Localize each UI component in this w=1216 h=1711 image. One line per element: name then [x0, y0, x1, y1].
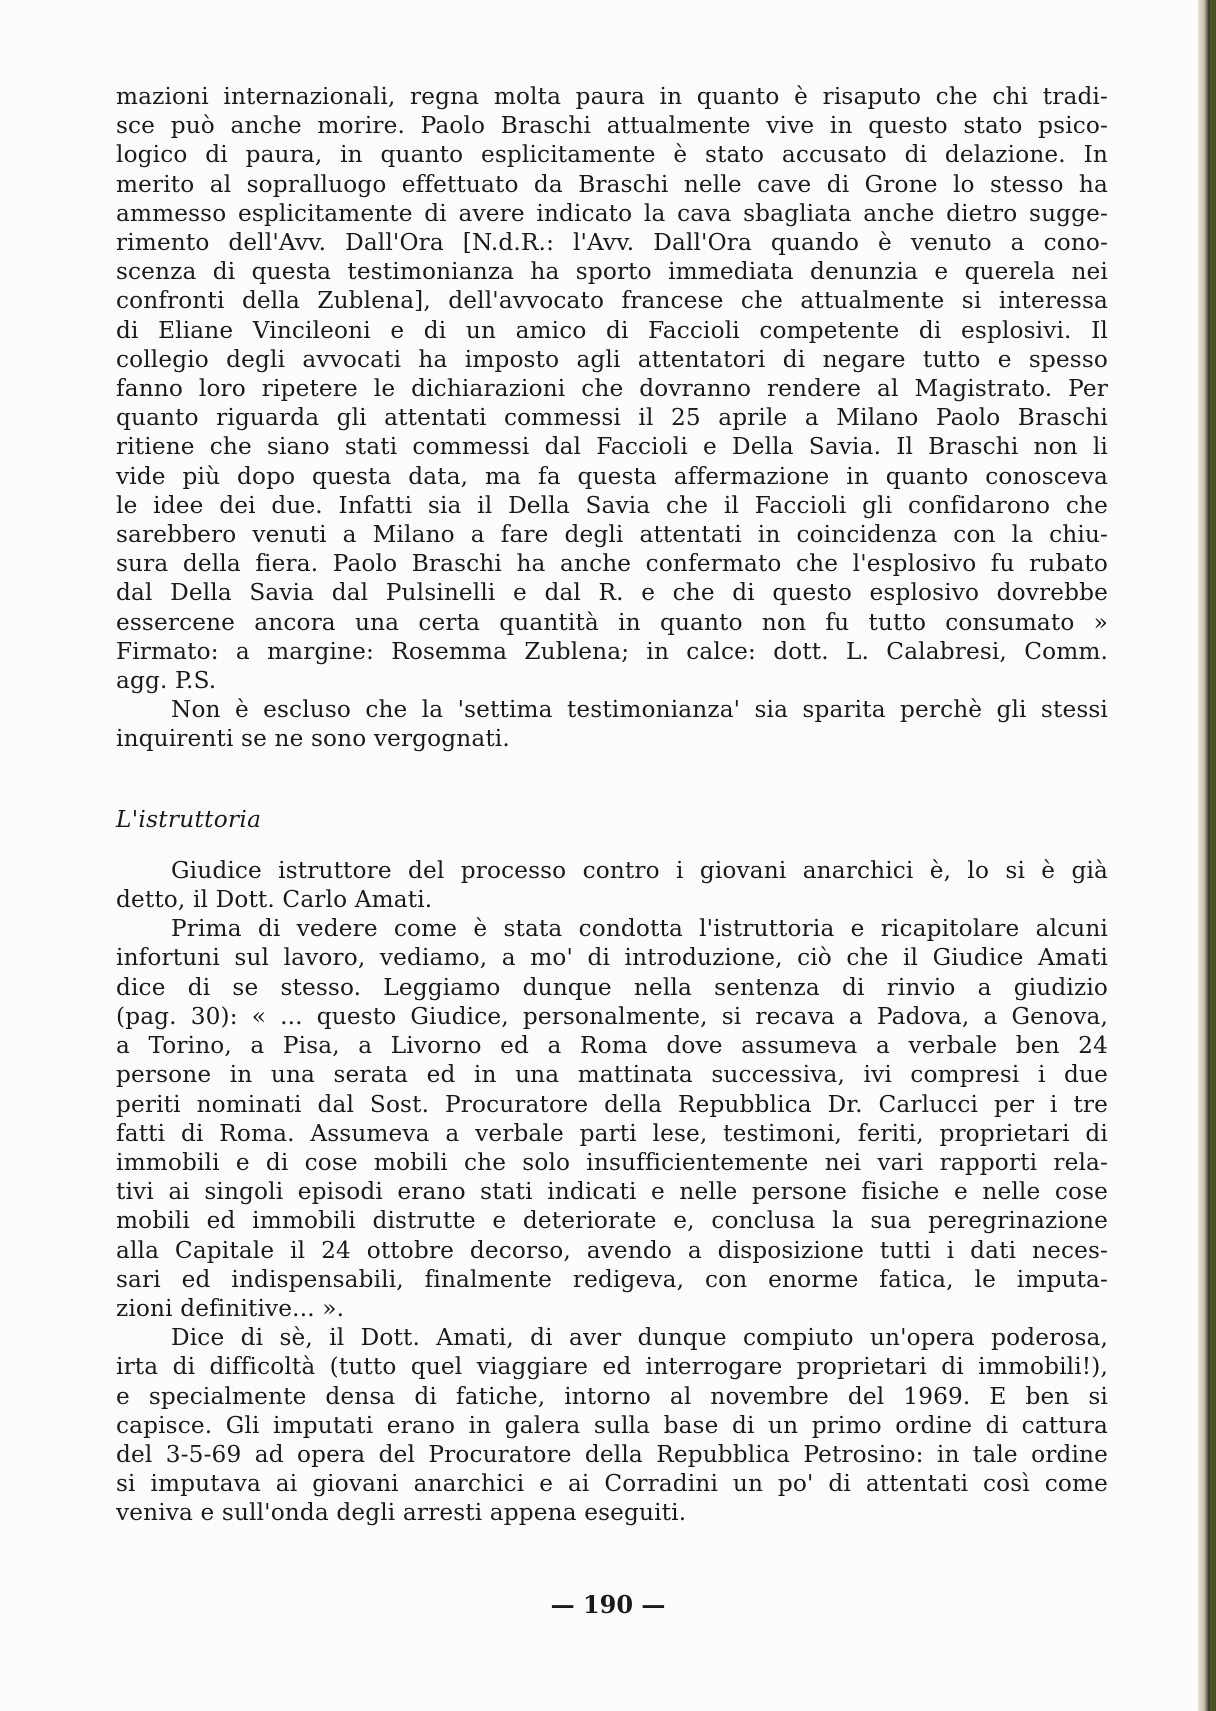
text-line: mazioni internazionali, regna molta paura in quanto è risaputo che chi tradi-	[116, 83, 1108, 110]
text-line: tivi ai singoli episodi erano stati indicati e nelle persone fisiche e nelle cose	[116, 1178, 1108, 1206]
paragraph-prima-di-vedere	[116, 914, 1108, 1323]
text-line: agg. P.S.	[116, 667, 217, 695]
body-text	[116, 82, 1108, 1528]
text-line: veniva e sull'onda degli arresti appena eseguiti.	[116, 1499, 687, 1527]
text-line: Giudice istruttore del processo contro i giovani anarchici è, lo si è già	[171, 856, 1108, 884]
text-line: si imputava ai giovani anarchici e ai Corradini un po' di attentati così come	[116, 1470, 1108, 1498]
text-line: quanto riguarda gli attentati commessi il 25 aprile a Milano Paolo Braschi	[116, 404, 1108, 432]
text-line: del 3-5-69 ad opera del Procuratore della Repubblica Petrosino: in tale ordine	[116, 1440, 1108, 1468]
text-line: scenza di questa testimonianza ha sporto immediata denunzia e querela nei	[116, 258, 1108, 286]
paragraph-report-continuation	[116, 82, 1108, 695]
section-heading: L'istruttoria	[116, 805, 262, 833]
text-line: periti nominati dal Sost. Procuratore della Repubblica Dr. Carlucci per i tre	[116, 1090, 1108, 1118]
text-line: persone in una serata ed in una mattinata successiva, ivi compresi i due	[116, 1061, 1108, 1089]
text-line: confronti della Zublena], dell'avvocato francese che attualmente si interessa	[116, 287, 1108, 315]
text-line: vide più dopo questa data, ma fa questa affermazione in quanto conosceva	[116, 462, 1108, 490]
text-line: le idee dei due. Infatti sia il Della Savia che il Faccioli gli confidarono che	[116, 491, 1108, 519]
text-line: Non è escluso che la 'settima testimonianza' sia sparita perchè gli stessi	[171, 696, 1108, 724]
text-line: zioni definitive... ».	[116, 1294, 345, 1322]
text-line: sce può anche morire. Paolo Braschi attualmente vive in questo stato psico-	[116, 112, 1108, 140]
scan-edge-tint	[1210, 0, 1216, 1711]
text-line: sura della fiera. Paolo Braschi ha anche confermato che l'esplosivo fu rubato	[116, 550, 1108, 578]
paragraph-giudice-istruttore	[116, 856, 1108, 914]
text-line: a Torino, a Pisa, a Livorno ed a Roma dove assumeva a verbale ben 24	[116, 1032, 1108, 1060]
text-line: e specialmente densa di fatiche, intorno al novembre del 1969. E ben si	[116, 1382, 1108, 1410]
text-line: essercene ancora una certa quantità in quanto non fu tutto consumato »	[116, 608, 1108, 636]
text-line: rimento dell'Avv. Dall'Ora [N.d.R.: l'Avv. Dall'Ora quando è venuto a cono-	[116, 229, 1108, 257]
text-line: logico di paura, in quanto esplicitamente è stato accusato di delazione. In	[116, 141, 1108, 169]
text-line: Firmato: a margine: Rosemma Zublena; in calce: dott. L. Calabresi, Comm.	[116, 637, 1108, 665]
text-line: capisce. Gli imputati erano in galera sulla base di un primo ordine di cattura	[116, 1411, 1108, 1439]
text-line: dice di se stesso. Leggiamo dunque nella sentenza di rinvio a giudizio	[116, 973, 1108, 1001]
text-line: dal Della Savia dal Pulsinelli e dal R. e che di questo esplosivo dovrebbe	[116, 579, 1108, 607]
text-line: collegio degli avvocati ha imposto agli attentatori di negare tutto e spesso	[116, 345, 1108, 373]
text-line: ammesso esplicitamente di avere indicato la cava sbagliata anche dietro sugge-	[116, 199, 1108, 227]
paragraph-settima-testimonianza	[116, 695, 1108, 753]
text-line: inquirenti se ne sono vergognati.	[116, 725, 510, 753]
paragraph-dice-di-se	[116, 1323, 1108, 1527]
text-line: detto, il Dott. Carlo Amati.	[116, 886, 433, 914]
text-line: merito al sopralluogo effettuato da Braschi nelle cave di Grone lo stesso ha	[116, 170, 1108, 198]
text-line: Dice di sè, il Dott. Amati, di aver dunque compiuto un'opera poderosa,	[171, 1324, 1108, 1352]
text-line: sarebbero venuti a Milano a fare degli attentati in coincidenza con la chiu-	[116, 521, 1108, 549]
page-number: — 190 —	[550, 1590, 666, 1619]
text-line: immobili e di cose mobili che solo insufficientemente nei vari rapporti rela-	[116, 1148, 1108, 1176]
text-line: alla Capitale il 24 ottobre decorso, avendo a disposizione tutti i dati neces-	[116, 1236, 1108, 1264]
text-line: ritiene che siano stati commessi dal Faccioli e Della Savia. Il Braschi non li	[116, 433, 1108, 461]
text-line: infortuni sul lavoro, vediamo, a mo' di introduzione, ciò che il Giudice Amati	[116, 944, 1108, 972]
text-line: Prima di vedere come è stata condotta l'istruttoria e ricapitolare alcuni	[171, 915, 1108, 943]
text-line: sari ed indispensabili, finalmente redigeva, con enorme fatica, le imputa-	[116, 1265, 1108, 1293]
text-line: fanno loro ripetere le dichiarazioni che dovranno rendere al Magistrato. Per	[116, 375, 1108, 403]
text-line: irta di difficoltà (tutto quel viaggiare ed interrogare proprietari di immobili!),	[116, 1353, 1108, 1381]
text-line: (pag. 30): « ... questo Giudice, personalmente, si recava a Padova, a Genova,	[116, 1002, 1108, 1030]
text-line: fatti di Roma. Assumeva a verbale parti lese, testimoni, feriti, proprietari di	[116, 1119, 1108, 1147]
text-line: di Eliane Vincileoni e di un amico di Faccioli competente di esplosivi. Il	[116, 316, 1108, 344]
text-line: mobili ed immobili distrutte e deteriorate e, conclusa la sua peregrinazione	[116, 1207, 1108, 1235]
